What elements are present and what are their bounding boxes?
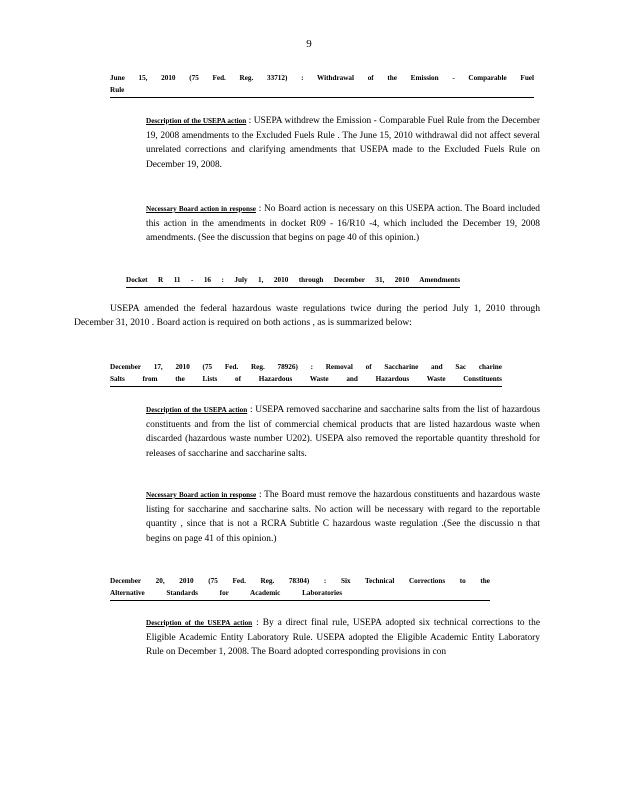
- intro-paragraph: USEPA amended the federal hazardous waste regulations twice during the period July 1, 2010 through December 31, 2010 . Board action is required on both actions , as is summarized below:: [74, 303, 540, 328]
- board-action-text: : No Board action is necessary on this USEPA action. The Board included this action in the amendments in docket R09 - 16/R10 -4, which included the December 19, 2008 amendments. (See the discussion that begins on page 40 of this opinion.): [146, 204, 540, 243]
- board-action-block: [146, 488, 540, 546]
- board-action-label: Necessary Board action in response: [146, 491, 257, 499]
- page-number: 9: [306, 38, 312, 50]
- heading-line: Alternative Standards for Academic Laboratories: [110, 589, 342, 597]
- description-label: Description of the USEPA action: [146, 117, 247, 125]
- board-action-text: : The Board must remove the hazardous constituents and hazardous waste listing for saccharine and saccharine salts. No action will be necessary with regard to the reportable quantity , since that is not a RCRA Subtitle C hazardous waste regulation .(See the discussio n that begins on page 41 of this opinion.): [146, 490, 540, 544]
- docket-heading: [126, 274, 460, 288]
- board-action-block: [146, 202, 540, 246]
- description-text: : USEPA removed saccharine and saccharine salts from the list of hazardous constituents and from the list of commercial chemical products that are listed hazardous waste when discarded (hazardous waste number U202). USEPA also removed the reportable quantity threshold for releases of saccharine and saccharine salts.: [146, 405, 540, 459]
- description-label: Description of the USEPA action: [146, 406, 248, 414]
- description-label: Description of the USEPA action: [146, 619, 253, 627]
- heading-line: Salts from the Lists of Hazardous Waste and Hazardous Waste Constituents: [110, 375, 502, 383]
- heading-line: Rule: [110, 86, 125, 94]
- description-block: [146, 114, 540, 172]
- heading-line: June 15, 2010 (75 Fed. Reg. 33712) : Withdrawal of the Emission - Comparable Fuel: [110, 74, 534, 82]
- docket-heading-text: Docket R 11 - 16 : July 1, 2010 through December 31, 2010 Amendments: [126, 276, 460, 284]
- section-heading-december-17-2010: [110, 361, 502, 387]
- section-heading-june-2010: [110, 72, 534, 98]
- board-action-label: Necessary Board action in response: [146, 205, 256, 213]
- description-block: [146, 403, 540, 461]
- description-text: : By a direct final rule, USEPA adopted six technical corrections to the Eligible Academic Entity Laboratory Rule. USEPA adopted the Eligible Academic Entity Laboratory Rule on December 1, 2008. The Board adopted corresponding provisions in con: [146, 618, 540, 657]
- heading-line: December 17, 2010 (75 Fed. Reg. 78926) : Removal of Saccharine and Sac charine: [110, 363, 502, 371]
- description-block: [146, 616, 540, 660]
- heading-line: December 20, 2010 (75 Fed. Reg. 78304) : Six Technical Corrections to the: [110, 577, 490, 585]
- description-text: : USEPA withdrew the Emission - Comparable Fuel Rule from the December 19, 2008 amendments to the Excluded Fuels Rule . The June 15, 2010 withdrawal did not affect several unrelated corrections and clarifying amendments that USEPA made to the Excluded Fuels Rule on December 19, 2008.: [146, 116, 540, 170]
- section-heading-december-20-2010: [110, 575, 490, 601]
